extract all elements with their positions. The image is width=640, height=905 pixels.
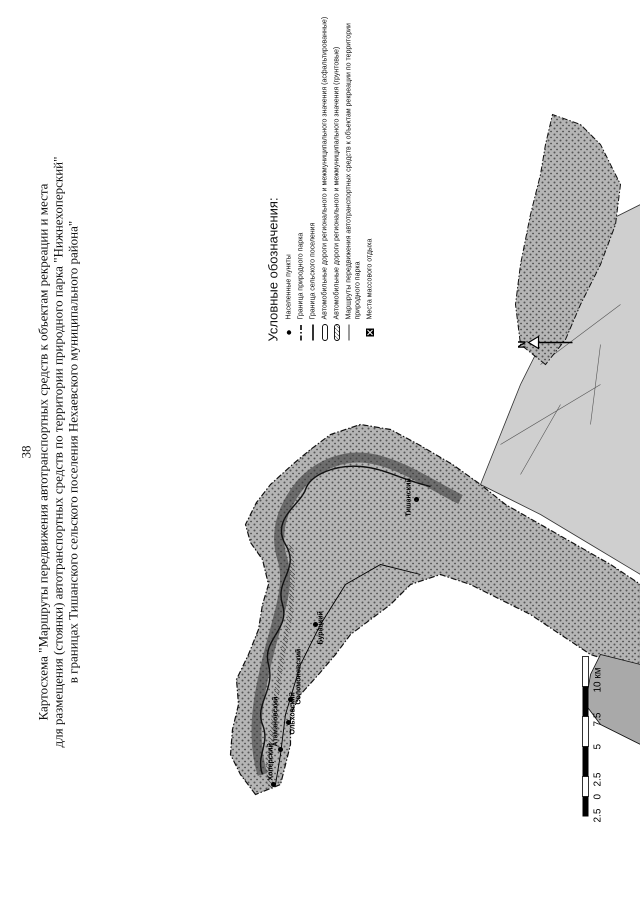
place-label-atamanovsky: Атамановский — [272, 696, 280, 747]
scale-label-4: 7.5 — [592, 712, 604, 727]
scale-bar — [583, 657, 604, 823]
settlement-dot-6 — [414, 497, 419, 502]
legend-item-paved-roads — [321, 12, 330, 342]
title-line-3: в границах Тишанского сельского поселения Нехаевского муниципального района" — [65, 220, 81, 684]
legend-label: Места массового отдыха — [366, 238, 374, 320]
scale-label-2: 2.5 — [592, 772, 604, 787]
legend-item-routes — [345, 12, 363, 342]
scale-label-0: 2.5 — [592, 808, 604, 823]
legend-item-settlements — [285, 12, 294, 342]
legend-item-dirt-roads — [333, 12, 342, 342]
road-outline-icon — [321, 324, 330, 342]
title-line-1: Картосхема "Маршруты передвижения автотранспортных средств к объектам рекреации и места — [35, 183, 51, 721]
settlement-dot-2 — [278, 747, 283, 752]
title-line-2: для размещения (стоянки) автотранспортных средств по территории природного парка "Нижнехоперский" — [50, 156, 66, 748]
rotated-page — [1, 0, 640, 905]
place-label-khopersky: Хоперский — [267, 743, 275, 781]
dash-dot-line-icon — [297, 324, 306, 342]
page-number: 38 — [18, 445, 34, 459]
dot-icon — [285, 324, 294, 342]
legend-label: Населенные пункты — [285, 254, 293, 320]
scale-label-3: 5 — [592, 743, 604, 750]
square-x-icon — [366, 324, 375, 342]
place-label-olkhovsky: Ольховский — [289, 692, 297, 735]
thin-line-icon — [345, 324, 354, 342]
legend-label: Граница сельского поселения — [309, 222, 317, 320]
legend-label: Автомобильные дороги регионального и межмуниципального значения (грунтовые) — [333, 46, 341, 320]
scale-label-5: 10 км — [592, 667, 604, 693]
legend-title: Условные обозначения: — [265, 197, 281, 342]
solid-line-icon — [309, 324, 318, 342]
north-arrow-label: N — [516, 340, 529, 349]
settlement-dot-1 — [271, 782, 276, 787]
place-label-tishansky: Тишанский — [405, 478, 413, 517]
legend-item-settlement-boundary — [309, 12, 318, 342]
legend — [266, 12, 378, 342]
place-label-solomonovsky: Соломоновский — [295, 648, 303, 705]
scale-label-1: 0 — [592, 793, 604, 800]
legend-label: Автомобильные дороги регионального и межмуниципального значения (асфальтированные) — [321, 16, 329, 320]
road-hatched-icon — [333, 324, 342, 342]
legend-item-park-boundary — [297, 12, 306, 342]
place-label-buratsky: Бурацкий — [317, 611, 325, 645]
legend-label: Маршруты передвижения автотранспортных средств к объектам рекреации по территории природного парка — [345, 23, 362, 320]
legend-label: Граница природного парка — [297, 232, 305, 320]
legend-item-recreation — [366, 12, 375, 342]
